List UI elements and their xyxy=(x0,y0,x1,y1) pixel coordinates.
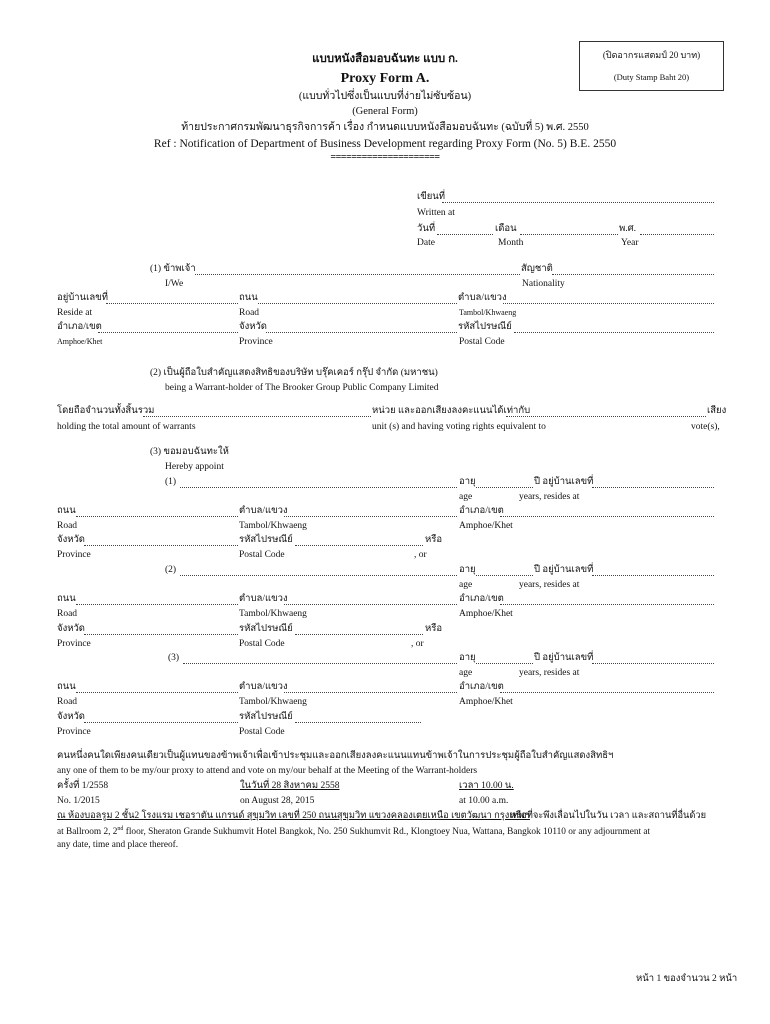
proxy-2-age-label-en: age xyxy=(459,580,473,590)
proxy-1-amphoe-label-en: Amphoe/Khet xyxy=(459,521,513,531)
proxy-1-age-label-en: age xyxy=(459,492,473,502)
nationality-field[interactable] xyxy=(552,274,714,275)
proxy-1-province-label-en: Province xyxy=(57,550,91,560)
meeting-line-en: any one of them to be my/our proxy to attend and vote on my/our behalf at the Meeting of the Warrant-holders xyxy=(57,766,478,776)
proxy-1-name-field[interactable] xyxy=(180,487,457,488)
proxy-3-road-label-thai: ถนน xyxy=(57,682,76,692)
proxy-2-address-field[interactable] xyxy=(592,575,714,576)
proxy-3-road-label-en: Road xyxy=(57,697,78,707)
proxy-2-province-field[interactable] xyxy=(84,634,238,635)
votes-label-en: vote(s), xyxy=(691,422,720,432)
amphoe-field[interactable] xyxy=(98,332,238,333)
date-field[interactable] xyxy=(437,234,493,235)
tambol-label-thai: ตำบล/แขวง xyxy=(458,293,507,303)
tambol-label-en: Tambol/Khwaeng xyxy=(459,308,517,317)
proxy-2-road-label-thai: ถนน xyxy=(57,594,76,604)
meeting-no-en: No. 1/2015 xyxy=(57,796,100,806)
year-field[interactable] xyxy=(640,234,714,235)
venue-thai-tail: หรือที่จะพึงเลื่อนไปในวัน เวลา และสถานที่อื่นด้วย xyxy=(510,811,707,821)
proxy-1-tambol-label-en: Tambol/Khwaeng xyxy=(239,521,307,531)
proxy-2-or-en: , or xyxy=(411,639,424,649)
proxy-1-road-label-en: Road xyxy=(57,521,78,531)
venue-en-line2: any date, time and place thereof. xyxy=(57,840,179,850)
nationality-label-thai: สัญชาติ xyxy=(521,264,553,274)
units-label-en: unit (s) and having voting rights equivalent to xyxy=(372,422,546,432)
proxy-2-or-thai: หรือ xyxy=(425,624,443,634)
appoint-label-en: Hereby appoint xyxy=(165,462,224,472)
proxy-3-amphoe-field[interactable] xyxy=(500,692,714,693)
proxy-2-postal-field[interactable] xyxy=(295,634,423,635)
proxy-1-road-label-thai: ถนน xyxy=(57,506,76,516)
proxy-1-reside-label-thai: ปี อยู่บ้านเลขที่ xyxy=(534,477,594,487)
postal-label-thai: รหัสไปรษณีย์ xyxy=(458,322,512,332)
proxy-2-reside-label-en: years, resides at xyxy=(519,580,580,590)
month-label-en: Month xyxy=(498,238,524,248)
proxy-3-name-field[interactable] xyxy=(183,663,457,664)
ref-thai: ท้ายประกาศกรมพัฒนาธุรกิจการค้า เรื่อง กำหนดแบบหนังสือมอบฉันทะ (ฉบับที่ 5) พ.ศ. 2550 xyxy=(181,122,589,133)
title-thai: แบบหนังสือมอบฉันทะ แบบ ก. xyxy=(312,53,458,65)
province-field[interactable] xyxy=(266,332,457,333)
proxy-3-age-label-en: age xyxy=(459,668,473,678)
postal-label-en: Postal Code xyxy=(459,337,505,347)
venue-en-line1: at Ballroom 2, 2nd floor, Sheraton Grande Sukhumvit Hotel Bangkok, No. 250 Sukhumvit Rd., Klongtoey Nua, Wattana, Bangkok 10110 or any adjournment at xyxy=(57,826,651,838)
title-en: Proxy Form A. xyxy=(340,71,430,86)
reside-label-thai: อยู่บ้านเลขที่ xyxy=(57,293,108,303)
proxy-1-or-en: , or xyxy=(414,550,427,560)
proxy-1-amphoe-field[interactable] xyxy=(500,516,714,517)
proxy-1-postal-field[interactable] xyxy=(295,545,423,546)
holding-label-en: holding the total amount of warrants xyxy=(57,422,196,432)
proxy-3-postal-field[interactable] xyxy=(295,722,421,723)
written-at-field[interactable] xyxy=(442,202,714,203)
tambol-field[interactable] xyxy=(503,303,714,304)
proxy-1-postal-label-thai: รหัสไปรษณีย์ xyxy=(239,535,293,545)
proxy-3-postal-label-thai: รหัสไปรษณีย์ xyxy=(239,712,293,722)
proxy-3-province-field[interactable] xyxy=(84,722,238,723)
proxy-2-postal-label-thai: รหัสไปรษณีย์ xyxy=(239,624,293,634)
warrant-units-field[interactable] xyxy=(143,416,371,417)
date-label-thai: วันที่ xyxy=(417,224,436,234)
proxy-2-reside-label-thai: ปี อยู่บ้านเลขที่ xyxy=(534,565,594,575)
written-at-label-en: Written at xyxy=(417,208,455,218)
written-at-label-thai: เขียนที่ xyxy=(417,192,446,202)
subtitle-thai: (แบบทั่วไปซึ่งเป็นแบบที่ง่ายไม่ซับซ้อน) xyxy=(298,91,472,102)
proxy-3-reside-label-en: years, resides at xyxy=(519,668,580,678)
proxy-1-road-field[interactable] xyxy=(76,516,238,517)
stamp-en: (Duty Stamp Baht 20) xyxy=(613,72,690,82)
nationality-label-en: Nationality xyxy=(522,279,565,289)
proxy-3-road-field[interactable] xyxy=(76,692,238,693)
province-label-en: Province xyxy=(239,337,273,347)
proxy-3-postal-label-en: Postal Code xyxy=(239,727,285,737)
appoint-label-thai: (3) ขอมอบฉันทะให้ xyxy=(150,447,229,457)
proxy-2-age-field[interactable] xyxy=(476,575,533,576)
postal-field[interactable] xyxy=(514,332,714,333)
meeting-date-en: on August 28, 2015 xyxy=(240,796,315,806)
road-field[interactable] xyxy=(258,303,457,304)
proxy-2-tambol-field[interactable] xyxy=(284,604,457,605)
warrant-holder-en: being a Warrant-holder of The Brooker Group Public Company Limited xyxy=(165,383,439,393)
stamp-thai: (ปิดอากรแสตมป์ 20 บาท) xyxy=(602,50,701,60)
road-label-en: Road xyxy=(239,308,260,318)
votes-field[interactable] xyxy=(506,416,706,417)
title-rule: ===================== xyxy=(330,152,440,163)
month-label-thai: เดือน xyxy=(495,224,517,234)
proxy-2-postal-label-en: Postal Code xyxy=(239,639,285,649)
proxy-2-amphoe-field[interactable] xyxy=(500,604,714,605)
ref-en: Ref : Notification of Department of Business Development regarding Proxy Form (No. 5) B.E. 2550 xyxy=(153,138,617,150)
meeting-date-thai: ในวันที่ 28 สิงหาคม 2558 xyxy=(240,781,340,791)
iwe-label-thai: (1) ข้าพเจ้า xyxy=(150,264,196,274)
proxy-1-postal-label-en: Postal Code xyxy=(239,550,285,560)
address-field[interactable] xyxy=(106,303,238,304)
proxy-3-number: (3) xyxy=(168,653,180,663)
proxy-2-tambol-label-thai: ตำบล/แขวง xyxy=(239,594,288,604)
reside-label-en: Reside at xyxy=(57,308,93,318)
proxy-3-province-label-thai: จังหวัด xyxy=(57,712,85,722)
proxy-3-address-field[interactable] xyxy=(592,663,714,664)
proxy-1-address-field[interactable] xyxy=(592,487,714,488)
proxy-1-amphoe-label-thai: อำเภอ/เขต xyxy=(459,506,504,516)
proxy-1-tambol-field[interactable] xyxy=(284,516,457,517)
proxy-1-reside-label-en: years, resides at xyxy=(519,492,580,502)
proxy-1-tambol-label-thai: ตำบล/แขวง xyxy=(239,506,288,516)
proxy-3-reside-label-thai: ปี อยู่บ้านเลขที่ xyxy=(534,653,594,663)
province-label-thai: จังหวัด xyxy=(239,322,267,332)
page-number: หน้า 1 ของจำนวน 2 หน้า xyxy=(636,974,738,984)
proxy-2-amphoe-label-en: Amphoe/Khet xyxy=(459,609,513,619)
proxy-1-age-label-thai: อายุ xyxy=(459,477,476,487)
date-label-en: Date xyxy=(417,238,435,248)
holding-label-thai: โดยถือจำนวนทั้งสิ้นรวม xyxy=(57,406,155,416)
proxy-2-road-label-en: Road xyxy=(57,609,78,619)
proxy-3-amphoe-label-en: Amphoe/Khet xyxy=(459,697,513,707)
proxy-3-tambol-field[interactable] xyxy=(284,692,457,693)
proxy-3-amphoe-label-thai: อำเภอ/เขต xyxy=(459,682,504,692)
proxy-3-age-field[interactable] xyxy=(476,663,533,664)
proxy-2-amphoe-label-thai: อำเภอ/เขต xyxy=(459,594,504,604)
proxy-3-tambol-label-en: Tambol/Khwaeng xyxy=(239,697,307,707)
proxy-1-province-label-thai: จังหวัด xyxy=(57,535,85,545)
proxy-2-province-label-en: Province xyxy=(57,639,91,649)
name-field[interactable] xyxy=(195,274,520,275)
year-label-en: Year xyxy=(621,238,639,248)
meeting-time-en: at 10.00 a.m. xyxy=(459,796,509,806)
proxy-2-tambol-label-en: Tambol/Khwaeng xyxy=(239,609,307,619)
subtitle-en: (General Form) xyxy=(352,106,418,117)
proxy-3-tambol-label-thai: ตำบล/แขวง xyxy=(239,682,288,692)
proxy-3-province-label-en: Province xyxy=(57,727,91,737)
venue-thai: ณ ห้องบอลรูม 2 ชั้น2 โรงแรม เชอราตัน แกรนด์ สุขุมวิท เลขที่ 250 ถนนสุขุมวิท แขวงคลองเตยเหนือ เขตวัฒนา กรุงเทพฯ xyxy=(57,811,530,821)
proxy-2-road-field[interactable] xyxy=(76,604,238,605)
proxy-2-number: (2) xyxy=(165,565,177,575)
year-label-thai: พ.ศ. xyxy=(619,224,637,234)
units-label-thai: หน่วย และออกเสียงลงคะแนนได้เท่ากับ xyxy=(372,406,531,416)
month-field[interactable] xyxy=(520,234,618,235)
proxy-2-name-field[interactable] xyxy=(180,575,457,576)
meeting-line-thai: คนหนึ่งคนใดเพียงคนเดียวเป็นผู้แทนของข้าพเจ้าเพื่อเข้าประชุมและออกเสียงลงคะแนนแทนข้าพเจ้าในการประชุมผู้ถือใบสำคัญแสดงสิทธิฯ xyxy=(57,751,614,761)
amphoe-label-en: Amphoe/Khet xyxy=(57,337,103,346)
iwe-label-en: I/We xyxy=(165,279,184,289)
proxy-2-province-label-thai: จังหวัด xyxy=(57,624,85,634)
proxy-1-or-thai: หรือ xyxy=(425,535,443,545)
meeting-no-thai: ครั้งที่ 1/2558 xyxy=(57,781,109,791)
proxy-2-age-label-thai: อายุ xyxy=(459,565,476,575)
road-label-thai: ถนน xyxy=(239,293,258,303)
proxy-3-age-label-thai: อายุ xyxy=(459,653,476,663)
proxy-1-province-field[interactable] xyxy=(84,545,238,546)
votes-label-thai: เสียง xyxy=(707,406,727,416)
meeting-time-thai: เวลา 10.00 น. xyxy=(459,781,514,791)
amphoe-label-thai: อำเภอ/เขต xyxy=(57,322,102,332)
warrant-holder-thai: (2) เป็นผู้ถือใบสำคัญแสดงสิทธิของบริษัท บรุ๊คเคอร์ กรุ๊ป จำกัด (มหาชน) xyxy=(150,368,438,378)
proxy-1-number: (1) xyxy=(165,477,177,487)
proxy-1-age-field[interactable] xyxy=(476,487,533,488)
